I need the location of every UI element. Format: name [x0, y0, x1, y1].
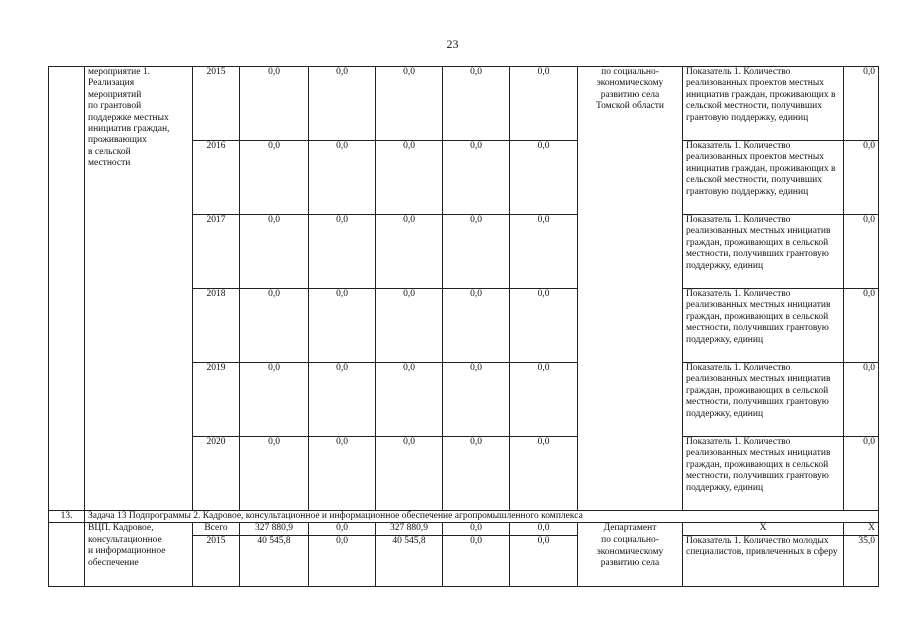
year-cell: Всего	[193, 523, 240, 535]
value-cell: 0,0	[240, 215, 309, 289]
value-cell: 0,0	[510, 289, 578, 363]
year-cell: 2020	[193, 437, 240, 511]
value-cell: 0,0	[309, 437, 376, 511]
value-cell: 0,0	[443, 67, 510, 141]
year-cell: 2019	[193, 363, 240, 437]
value-cell: 0,0	[376, 437, 443, 511]
value-cell: 0,0	[240, 437, 309, 511]
year-cell: 2018	[193, 289, 240, 363]
indicator-value-cell: 0,0	[844, 141, 879, 215]
executor-cell: Департамент	[578, 523, 683, 535]
value-cell: 0,0	[510, 437, 578, 511]
indicator-cell	[683, 289, 844, 363]
value-cell: 327 880,9	[376, 523, 443, 535]
event-name-cell: мероприятие 1. Реализация мероприятий по грантовой поддержке местных инициатив граждан, проживающих в сельской местности	[85, 67, 193, 511]
vcp-name-cell: ВЦП. Кадровое, консультационное и информационное обеспечение	[85, 523, 193, 586]
indicator-cell-text: Показатель 1. Количество реализованных проектов местных инициатив граждан, проживающих в сельской местности, получивших грантовую поддержку, единиц	[686, 141, 836, 197]
indicator-cell-text: Показатель 1. Количество реализованных местных инициатив граждан, проживающих в сельской местности, получивших грантовую поддержку, единиц	[686, 289, 831, 345]
value-cell: 0,0	[443, 289, 510, 363]
page-number: 23	[446, 37, 459, 51]
indicator-value-cell: 35,0	[844, 535, 879, 586]
year-cell: 2015	[193, 67, 240, 141]
task-title-cell: Задача 13 Подпрограммы 2. Кадровое, консультационное и информационное обеспечение агропромышленного комплекса	[85, 511, 879, 523]
value-cell: 0,0	[443, 363, 510, 437]
indicator-cell	[683, 437, 844, 511]
row-number-cell	[49, 67, 85, 511]
task-row	[49, 511, 879, 523]
indicator-cell-text: Показатель 1. Количество реализованных проектов местных инициатив граждан, проживающих в сельской местности, получивших грантовую поддержку, единиц	[686, 67, 836, 123]
year-cell: 2016	[193, 141, 240, 215]
indicator-value-cell: 0,0	[844, 215, 879, 289]
value-cell: 0,0	[443, 141, 510, 215]
indicator-value-cell: 0,0	[844, 67, 879, 141]
indicator-value-cell: 0,0	[844, 363, 879, 437]
value-cell: 0,0	[443, 523, 510, 535]
value-cell: 0,0	[309, 523, 376, 535]
value-cell: 0,0	[510, 141, 578, 215]
value-cell: 0,0	[309, 363, 376, 437]
task-number-cell: 13.	[49, 511, 85, 523]
executor-cell: по социально- экономическому развитию села Томской области	[578, 67, 683, 511]
value-cell: 0,0	[510, 67, 578, 141]
table-row	[49, 523, 879, 535]
indicator-cell-text: Показатель 1. Количество молодых специалистов, привлеченных в сферу	[686, 535, 838, 558]
value-cell: 0,0	[443, 437, 510, 511]
value-cell: 0,0	[510, 363, 578, 437]
value-cell: 40 545,8	[240, 535, 309, 586]
indicator-value-cell: 0,0	[844, 437, 879, 511]
executor-cell: по социально- экономическому развитию села	[578, 535, 683, 586]
value-cell: 0,0	[240, 67, 309, 141]
indicator-cell	[683, 215, 844, 289]
value-cell: 0,0	[443, 215, 510, 289]
value-cell: 0,0	[309, 141, 376, 215]
value-cell: 0,0	[510, 523, 578, 535]
value-cell: 0,0	[309, 215, 376, 289]
year-cell: 2017	[193, 215, 240, 289]
value-cell: 0,0	[376, 67, 443, 141]
indicator-value-cell: Х	[844, 523, 879, 535]
indicator-cell	[683, 141, 844, 215]
value-cell: 327 880,9	[240, 523, 309, 535]
value-cell: 0,0	[376, 141, 443, 215]
table-row	[49, 67, 879, 141]
indicator-cell	[683, 535, 844, 586]
value-cell: 0,0	[309, 289, 376, 363]
indicator-cell-text: Показатель 1. Количество реализованных местных инициатив граждан, проживающих в сельской местности, получивших грантовую поддержку, единиц	[686, 363, 831, 419]
value-cell: 0,0	[510, 215, 578, 289]
indicator-cell-text: Показатель 1. Количество реализованных местных инициатив граждан, проживающих в сельской местности, получивших грантовую поддержку, единиц	[686, 215, 831, 271]
program-table	[48, 66, 879, 587]
year-cell: 2015	[193, 535, 240, 586]
value-cell: 0,0	[376, 289, 443, 363]
value-cell: 0,0	[510, 535, 578, 586]
value-cell: 0,0	[376, 215, 443, 289]
value-cell: 0,0	[443, 535, 510, 586]
indicator-cell-text: Показатель 1. Количество реализованных местных инициатив граждан, проживающих в сельской местности, получивших грантовую поддержку, единиц	[686, 437, 831, 493]
value-cell: 0,0	[240, 141, 309, 215]
value-cell: 40 545,8	[376, 535, 443, 586]
indicator-value-cell: 0,0	[844, 289, 879, 363]
value-cell: 0,0	[376, 363, 443, 437]
indicator-cell: Х	[683, 523, 844, 535]
value-cell: 0,0	[240, 363, 309, 437]
row-number-cell	[49, 523, 85, 586]
value-cell: 0,0	[309, 67, 376, 141]
value-cell: 0,0	[309, 535, 376, 586]
indicator-cell	[683, 67, 844, 141]
indicator-cell	[683, 363, 844, 437]
value-cell: 0,0	[240, 289, 309, 363]
